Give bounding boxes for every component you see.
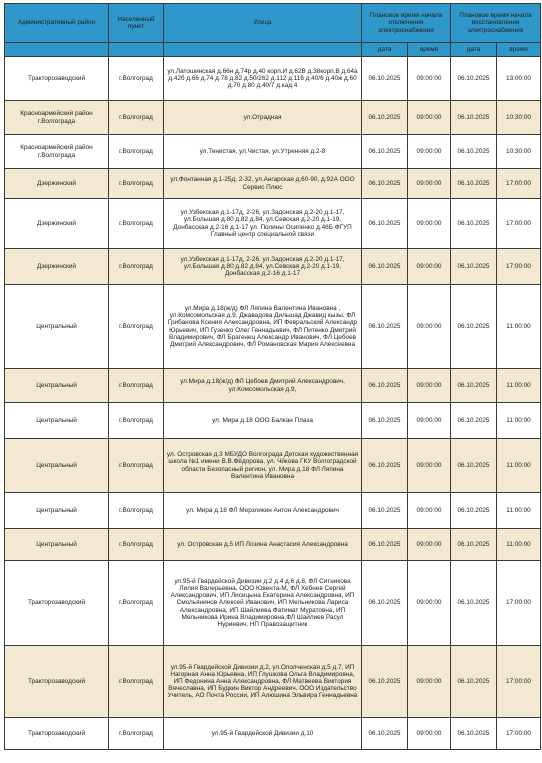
on-time-cell: 11:00:00: [497, 285, 541, 369]
locality-cell: г.Волгоград: [109, 135, 164, 169]
locality-cell: г.Волгоград: [109, 439, 164, 493]
header-district: Административный район: [5, 4, 109, 43]
on-time-cell: 11:00:00: [497, 369, 541, 403]
off-time-cell: 09:00:00: [408, 285, 451, 369]
on-time-cell: 11:00:00: [497, 493, 541, 529]
street-cell: ул.95-й Гвардейской Дивизии д.2 д.4 д.6 д.8, ФЛ Ситникова Лилия Валерьевна, ООО Ювента-М, ФЛ Хебнев Сергей Александрович, ИП Лисицына Екатерина Александровна, ИП Смольянинов Алексей Иванович, ИП Мельникова Лариса Александровна, ИП Шайлиева Фатимат Муратовна, ИП Мельникова Ирина Владимировна,ФЛ Шайлиев Расул Нуриевич, НП Правозащитник: [164, 561, 362, 646]
table-row: [5, 135, 541, 169]
header-off-date: дата: [362, 43, 408, 57]
on-time-cell: 10:30:00: [497, 101, 541, 135]
outage-schedule: [4, 3, 540, 750]
off-date-cell: 06.10.2025: [362, 718, 408, 750]
district-cell: Центральный: [5, 439, 109, 493]
street-cell: ул.95-й Гвардейской Дивизии д.10: [164, 718, 362, 750]
header-locality: Населенный пункт: [109, 4, 164, 43]
off-time-cell: 09:00:00: [408, 57, 451, 101]
locality-cell: г.Волгоград: [109, 369, 164, 403]
off-time-cell: 09:00:00: [408, 561, 451, 646]
street-cell: ул.Узбекская д.1-17д, 2-26, ул.Задонская д.2-20 д.1-17, ул.Большая д.80 д.82 д.84, ул.Севская д.2-20 д.1-19, Донбасская д.2-16 д.1-17: [164, 249, 362, 285]
on-time-cell: 17:00:00: [497, 718, 541, 750]
off-date-cell: 06.10.2025: [362, 169, 408, 199]
off-time-cell: 09:00:00: [408, 646, 451, 718]
street-cell: ул.Мира д.18(ж/д) ФЛ Ляпина Валентина Ивановна , ул.Комсомольская д.9, Джавадова Дильшад Джавид кызы, ФЛ Грибанова Ксения Александровна, ИП Февральский Александр Юрьевич, ИП Гузенко Олег Геннадьевич, ФЛ Питенко Дмитрий Владимирович, ФЛ Брагенец Александр Иванович, ФЛ Цебоев Дмитрий Александрович, ФЛ Романовская Мария Алексеевна: [164, 285, 362, 369]
on-time-cell: 17:00:00: [497, 646, 541, 718]
district-cell: Центральный: [5, 493, 109, 529]
off-date-cell: 06.10.2025: [362, 249, 408, 285]
locality-cell: г.Волгоград: [109, 249, 164, 285]
off-time-cell: 09:00:00: [408, 369, 451, 403]
off-time-cell: 09:00:00: [408, 101, 451, 135]
district-cell: Центральный: [5, 369, 109, 403]
off-time-cell: 09:00:00: [408, 403, 451, 439]
on-time-cell: 17:00:00: [497, 249, 541, 285]
on-date-cell: 06.10.2025: [451, 718, 497, 750]
on-time-cell: 17:00:00: [497, 199, 541, 249]
on-time-cell: 11:00:00: [497, 529, 541, 561]
street-cell: ул. Островская д.5 ИП Лозина Анастасия Александровна: [164, 529, 362, 561]
table-row: [5, 718, 541, 750]
off-time-cell: 09:00:00: [408, 199, 451, 249]
header-street: Улица: [164, 4, 362, 43]
on-date-cell: 06.10.2025: [451, 439, 497, 493]
off-date-cell: 06.10.2025: [362, 646, 408, 718]
locality-cell: г.Волгоград: [109, 561, 164, 646]
street-cell: ул.Латошинская д.66н д.74р д.40 корп.И д.62В д.38корп.В д.64а д.42б д.66 д.74 д.78 д.82 д.50/262 д.112 д.116 д.40/6 д.40ж д.60 д.70 д.80 д.40/7 д.кад.4: [164, 57, 362, 101]
table-row: [5, 529, 541, 561]
header-off-time: время: [408, 43, 451, 57]
on-date-cell: 06.10.2025: [451, 169, 497, 199]
table-row: [5, 369, 541, 403]
on-time-cell: 10:30:00: [497, 135, 541, 169]
on-date-cell: 06.10.2025: [451, 646, 497, 718]
district-cell: Дзержинский: [5, 199, 109, 249]
header-on-date: дата: [451, 43, 497, 57]
on-date-cell: 06.10.2025: [451, 493, 497, 529]
header-sub-blank: [164, 43, 362, 57]
on-date-cell: 06.10.2025: [451, 249, 497, 285]
on-time-cell: 11:00:00: [497, 439, 541, 493]
street-cell: ул.Фонтанная д.1-25д, 2-32, ул.Ангарская д.60-90, д.92А ООО Сервис Плюс: [164, 169, 362, 199]
on-date-cell: 06.10.2025: [451, 529, 497, 561]
off-time-cell: 09:00:00: [408, 493, 451, 529]
on-date-cell: 06.10.2025: [451, 199, 497, 249]
off-date-cell: 06.10.2025: [362, 403, 408, 439]
table-row: [5, 493, 541, 529]
outage-table: [4, 3, 541, 750]
off-time-cell: 09:00:00: [408, 169, 451, 199]
header-sub-blank: [109, 43, 164, 57]
district-cell: Центральный: [5, 403, 109, 439]
district-cell: Красноармейский район г.Волгограда: [5, 135, 109, 169]
table-row: [5, 439, 541, 493]
street-cell: ул.Тенистая, ул.Чистая, ул.Утренняя д.2-8: [164, 135, 362, 169]
off-time-cell: 09:00:00: [408, 135, 451, 169]
table-row: [5, 101, 541, 135]
street-cell: ул. Мира д.18 ФЛ Мерзликин Антон Александрович: [164, 493, 362, 529]
district-cell: Дзержинский: [5, 169, 109, 199]
off-date-cell: 06.10.2025: [362, 561, 408, 646]
header-sub-blank: [5, 43, 109, 57]
off-date-cell: 06.10.2025: [362, 135, 408, 169]
district-cell: Центральный: [5, 285, 109, 369]
locality-cell: г.Волгоград: [109, 57, 164, 101]
on-date-cell: 06.10.2025: [451, 57, 497, 101]
locality-cell: г.Волгоград: [109, 169, 164, 199]
table-row: [5, 646, 541, 718]
street-cell: ул.Мира д.18(ж/д) ФЛ Цебоев Дмитрий Александрович, ул.Комсомольская д.9,: [164, 369, 362, 403]
locality-cell: г.Волгоград: [109, 101, 164, 135]
header-planned-on: Плановое время начала восстановления электроснабжения: [451, 4, 541, 43]
on-date-cell: 06.10.2025: [451, 369, 497, 403]
locality-cell: г.Волгоград: [109, 285, 164, 369]
off-date-cell: 06.10.2025: [362, 57, 408, 101]
off-date-cell: 06.10.2025: [362, 101, 408, 135]
off-time-cell: 09:00:00: [408, 529, 451, 561]
on-date-cell: 06.10.2025: [451, 101, 497, 135]
off-time-cell: 09:00:00: [408, 249, 451, 285]
table-row: [5, 403, 541, 439]
street-cell: ул.95-й Гвардейской Дивизии д.2, ул.Ополченская д.5 д.7, ИП Нагорная Анна Юрьевна, ИП Глушкова Ольга Владимировна, ИП Федонина Анна Александровна, ФЛ Матвеева Виктория Вячеславна, ИП Будкин Виктор Андреевич, ООО Издательство Учитель, АО Почта России, ИП Алюшина Эльвира Геннадьевна: [164, 646, 362, 718]
off-date-cell: 06.10.2025: [362, 199, 408, 249]
street-cell: ул.Отрадная: [164, 101, 362, 135]
header-planned-off: Плановое время начала отключения электроснабжения: [362, 4, 451, 43]
district-cell: Центральный: [5, 529, 109, 561]
header-on-time: время: [497, 43, 541, 57]
locality-cell: г.Волгоград: [109, 529, 164, 561]
table-row: [5, 561, 541, 646]
district-cell: Тракторозаводский: [5, 57, 109, 101]
off-time-cell: 09:00:00: [408, 439, 451, 493]
on-time-cell: 17:00:00: [497, 169, 541, 199]
table-row: [5, 57, 541, 101]
on-time-cell: 17:00:00: [497, 561, 541, 646]
district-cell: Тракторозаводский: [5, 646, 109, 718]
street-cell: ул. Мира д.18 ООО Балкан Плаза: [164, 403, 362, 439]
table-row: [5, 249, 541, 285]
on-date-cell: 06.10.2025: [451, 561, 497, 646]
locality-cell: г.Волгоград: [109, 493, 164, 529]
table-row: [5, 199, 541, 249]
off-date-cell: 06.10.2025: [362, 369, 408, 403]
off-date-cell: 06.10.2025: [362, 493, 408, 529]
locality-cell: г.Волгоград: [109, 646, 164, 718]
table-row: [5, 169, 541, 199]
locality-cell: г.Волгоград: [109, 718, 164, 750]
on-date-cell: 06.10.2025: [451, 403, 497, 439]
district-cell: Тракторозаводский: [5, 561, 109, 646]
off-time-cell: 09:00:00: [408, 718, 451, 750]
off-date-cell: 06.10.2025: [362, 285, 408, 369]
street-cell: ул. Островская д.3 МБУДО Волгограда Детская художественная школа №1 имени В.В.Фёдорова, ул. Чйкова ГКУ Волгоградской области Безопасный регион, ул. Мира д.18 ФЛ Ляпина Валентина Ивановна: [164, 439, 362, 493]
district-cell: Дзержинский: [5, 249, 109, 285]
off-date-cell: 06.10.2025: [362, 529, 408, 561]
off-date-cell: 06.10.2025: [362, 439, 408, 493]
locality-cell: г.Волгоград: [109, 403, 164, 439]
district-cell: Тракторозаводский: [5, 718, 109, 750]
on-time-cell: 13:00:00: [497, 57, 541, 101]
on-date-cell: 06.10.2025: [451, 135, 497, 169]
district-cell: Красноармейский район г.Волгограда: [5, 101, 109, 135]
street-cell: ул.Узбекская д.1-17д, 2-26, ул.Задонская д.2-20 д.1-17, ул.Большая д.80 д.82 д.84, ул.Севская д.2-20 д.1-19, Донбасская д.2-16 д.1-17 ул. Полины Осипенко д.46Б ФГУП Главный центр специальной связи: [164, 199, 362, 249]
locality-cell: г.Волгоград: [109, 199, 164, 249]
on-time-cell: 11:00:00: [497, 403, 541, 439]
on-date-cell: 06.10.2025: [451, 285, 497, 369]
table-row: [5, 285, 541, 369]
